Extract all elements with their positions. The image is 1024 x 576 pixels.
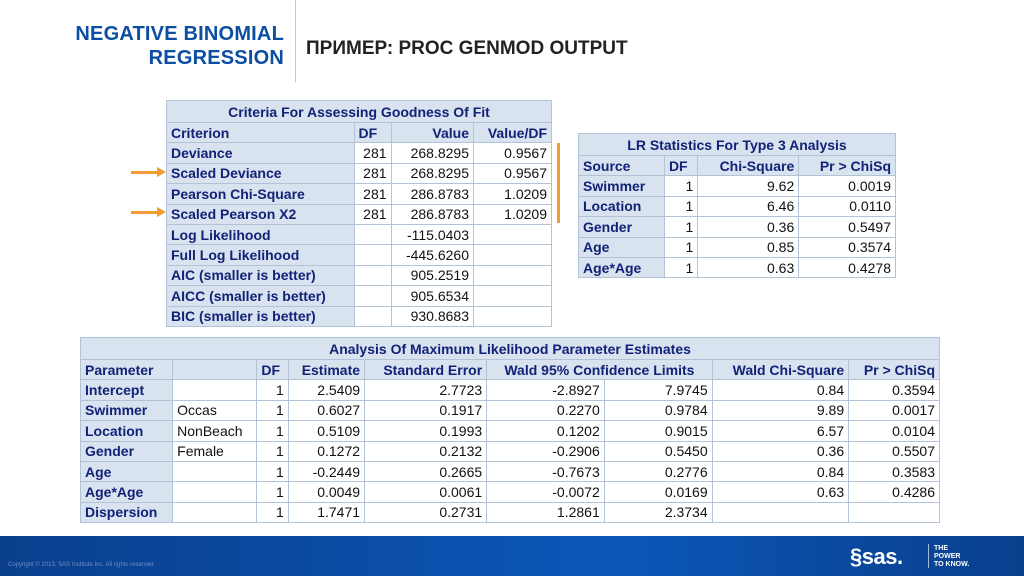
cell: 1 (257, 441, 288, 461)
cell (474, 224, 552, 244)
cell: 1 (257, 482, 288, 502)
table-row (579, 237, 896, 257)
cell: 0.0104 (849, 421, 940, 441)
cell (474, 306, 552, 326)
header-divider (295, 0, 296, 82)
row-label: Pearson Chi-Square (167, 184, 355, 204)
arrow-icon (131, 211, 159, 214)
cell (354, 245, 391, 265)
copyright-text: Copyright © 2013, SAS Institute Inc. All rights reserved. (8, 562, 156, 568)
cell: -0.2906 (487, 441, 605, 461)
table-row (167, 286, 552, 306)
cell: 286.8783 (391, 184, 473, 204)
cell: 0.2270 (487, 400, 605, 420)
table-row (167, 265, 552, 285)
goodness-of-fit-table (166, 100, 552, 327)
cell (173, 502, 257, 522)
cell: 0.2731 (365, 502, 487, 522)
cell: 0.4278 (799, 257, 896, 277)
cell: 281 (354, 163, 391, 183)
row-label: Location (81, 421, 173, 441)
row-label: Dispersion (81, 502, 173, 522)
column-header: Source (579, 156, 665, 176)
cell: 6.46 (698, 196, 799, 216)
table-row (167, 143, 552, 163)
row-label: Scaled Deviance (167, 163, 355, 183)
cell: 1.0209 (474, 204, 552, 224)
cell: 1 (257, 461, 288, 481)
cell: 0.36 (712, 441, 848, 461)
row-label: Age (81, 461, 173, 481)
cell: 0.84 (712, 380, 848, 400)
cell: 1 (257, 502, 288, 522)
column-header: Wald 95% Confidence Limits (487, 360, 712, 380)
row-label: BIC (smaller is better) (167, 306, 355, 326)
cell: -445.6260 (391, 245, 473, 265)
cell: 0.2132 (365, 441, 487, 461)
cell: 1 (664, 196, 697, 216)
cell: 930.8683 (391, 306, 473, 326)
cell: 0.6027 (288, 400, 364, 420)
table-row (167, 245, 552, 265)
column-header (173, 360, 257, 380)
column-header: DF (257, 360, 288, 380)
table-row (81, 482, 940, 502)
cell: 0.9567 (474, 163, 552, 183)
cell: 281 (354, 204, 391, 224)
tagline-line: POWER (934, 553, 961, 560)
cell: 0.3583 (849, 461, 940, 481)
cell (474, 245, 552, 265)
table-caption: Criteria For Assessing Goodness Of Fit (167, 101, 552, 123)
cell: 0.0017 (849, 400, 940, 420)
bracket-highlight (557, 143, 560, 223)
column-header: Parameter (81, 360, 173, 380)
slide-title-line1: NEGATIVE BINOMIAL (75, 23, 284, 45)
table-row (81, 400, 940, 420)
row-label: AICC (smaller is better) (167, 286, 355, 306)
cell: 6.57 (712, 421, 848, 441)
row-label: Deviance (167, 143, 355, 163)
cell: 1 (664, 176, 697, 196)
cell: 9.89 (712, 400, 848, 420)
column-header: Pr > ChiSq (849, 360, 940, 380)
column-header: Criterion (167, 123, 355, 143)
column-header: DF (664, 156, 697, 176)
cell (173, 482, 257, 502)
row-label: Gender (81, 441, 173, 461)
cell: 0.0061 (365, 482, 487, 502)
footer-bar (0, 536, 1024, 576)
cell: 0.5450 (604, 441, 712, 461)
column-header: Pr > ChiSq (799, 156, 896, 176)
cell: 7.9745 (604, 380, 712, 400)
table-row (579, 176, 896, 196)
cell: 1.7471 (288, 502, 364, 522)
table-row (579, 217, 896, 237)
cell: 1.2861 (487, 502, 605, 522)
lr-statistics-table (578, 133, 896, 278)
table-row (81, 461, 940, 481)
table-row (167, 224, 552, 244)
cell: 1 (664, 257, 697, 277)
cell: 0.5497 (799, 217, 896, 237)
tagline (934, 545, 969, 569)
cell: 2.5409 (288, 380, 364, 400)
cell: Occas (173, 400, 257, 420)
column-header: DF (354, 123, 391, 143)
column-header: Value (391, 123, 473, 143)
cell: 0.0110 (799, 196, 896, 216)
table-row (167, 184, 552, 204)
row-label: Location (579, 196, 665, 216)
sas-logo: §sas. (850, 544, 903, 569)
row-label: Gender (579, 217, 665, 237)
cell: 0.36 (698, 217, 799, 237)
row-label: Age (579, 237, 665, 257)
cell (173, 461, 257, 481)
cell: 0.2776 (604, 461, 712, 481)
cell (474, 286, 552, 306)
cell: 0.85 (698, 237, 799, 257)
cell: -0.2449 (288, 461, 364, 481)
column-header: Estimate (288, 360, 364, 380)
cell: 2.3734 (604, 502, 712, 522)
table-row (81, 502, 940, 522)
arrow-icon (131, 171, 159, 174)
column-header: Standard Error (365, 360, 487, 380)
cell: 0.1202 (487, 421, 605, 441)
row-label: Scaled Pearson X2 (167, 204, 355, 224)
column-header: Chi-Square (698, 156, 799, 176)
tagline-line: TO KNOW. (934, 561, 970, 568)
cell: 281 (354, 184, 391, 204)
cell: 1 (664, 237, 697, 257)
cell: 1 (664, 217, 697, 237)
cell: 0.0049 (288, 482, 364, 502)
cell: 0.1272 (288, 441, 364, 461)
tagline-line: THE (934, 545, 948, 552)
cell: 0.63 (698, 257, 799, 277)
slide-title-line2: REGRESSION (148, 47, 284, 69)
table-caption: Analysis Of Maximum Likelihood Parameter Estimates (81, 338, 940, 360)
cell (354, 286, 391, 306)
row-label: Intercept (81, 380, 173, 400)
cell: 0.0169 (604, 482, 712, 502)
cell: 286.8783 (391, 204, 473, 224)
row-label: AIC (smaller is better) (167, 265, 355, 285)
cell: 0.2665 (365, 461, 487, 481)
row-label: Full Log Likelihood (167, 245, 355, 265)
table-caption: LR Statistics For Type 3 Analysis (579, 134, 896, 156)
table-row (81, 441, 940, 461)
row-label: Swimmer (81, 400, 173, 420)
cell (354, 306, 391, 326)
cell: 0.0019 (799, 176, 896, 196)
logo-divider (928, 544, 929, 568)
cell: 1 (257, 421, 288, 441)
cell: 0.1917 (365, 400, 487, 420)
cell: -0.0072 (487, 482, 605, 502)
row-label: Swimmer (579, 176, 665, 196)
cell: 0.5109 (288, 421, 364, 441)
cell: 0.9567 (474, 143, 552, 163)
parameter-estimates-table (80, 337, 940, 523)
cell: 0.9784 (604, 400, 712, 420)
cell: 0.9015 (604, 421, 712, 441)
cell: -0.7673 (487, 461, 605, 481)
table-row (81, 421, 940, 441)
table-row (167, 306, 552, 326)
cell: 0.3574 (799, 237, 896, 257)
cell: Female (173, 441, 257, 461)
cell: 0.5507 (849, 441, 940, 461)
cell: 0.3594 (849, 380, 940, 400)
cell: 905.6534 (391, 286, 473, 306)
cell: 905.2519 (391, 265, 473, 285)
cell: -115.0403 (391, 224, 473, 244)
table-row (81, 380, 940, 400)
cell (173, 380, 257, 400)
row-label: Log Likelihood (167, 224, 355, 244)
cell (712, 502, 848, 522)
cell: 268.8295 (391, 143, 473, 163)
cell: 9.62 (698, 176, 799, 196)
cell: 1.0209 (474, 184, 552, 204)
cell: 0.84 (712, 461, 848, 481)
cell: 0.4286 (849, 482, 940, 502)
slide-subtitle: ПРИМЕР: PROC GENMOD OUTPUT (306, 38, 628, 59)
cell: 0.63 (712, 482, 848, 502)
table-row (167, 163, 552, 183)
column-header: Wald Chi-Square (712, 360, 848, 380)
cell: -2.8927 (487, 380, 605, 400)
cell: 268.8295 (391, 163, 473, 183)
cell: 0.1993 (365, 421, 487, 441)
cell: NonBeach (173, 421, 257, 441)
table-row (579, 257, 896, 277)
cell (849, 502, 940, 522)
table-row (167, 204, 552, 224)
cell (354, 224, 391, 244)
cell: 1 (257, 400, 288, 420)
row-label: Age*Age (579, 257, 665, 277)
cell: 2.7723 (365, 380, 487, 400)
table-row (579, 196, 896, 216)
slide-title (0, 22, 284, 70)
cell: 281 (354, 143, 391, 163)
cell: 1 (257, 380, 288, 400)
column-header: Value/DF (474, 123, 552, 143)
cell (354, 265, 391, 285)
row-label: Age*Age (81, 482, 173, 502)
cell (474, 265, 552, 285)
